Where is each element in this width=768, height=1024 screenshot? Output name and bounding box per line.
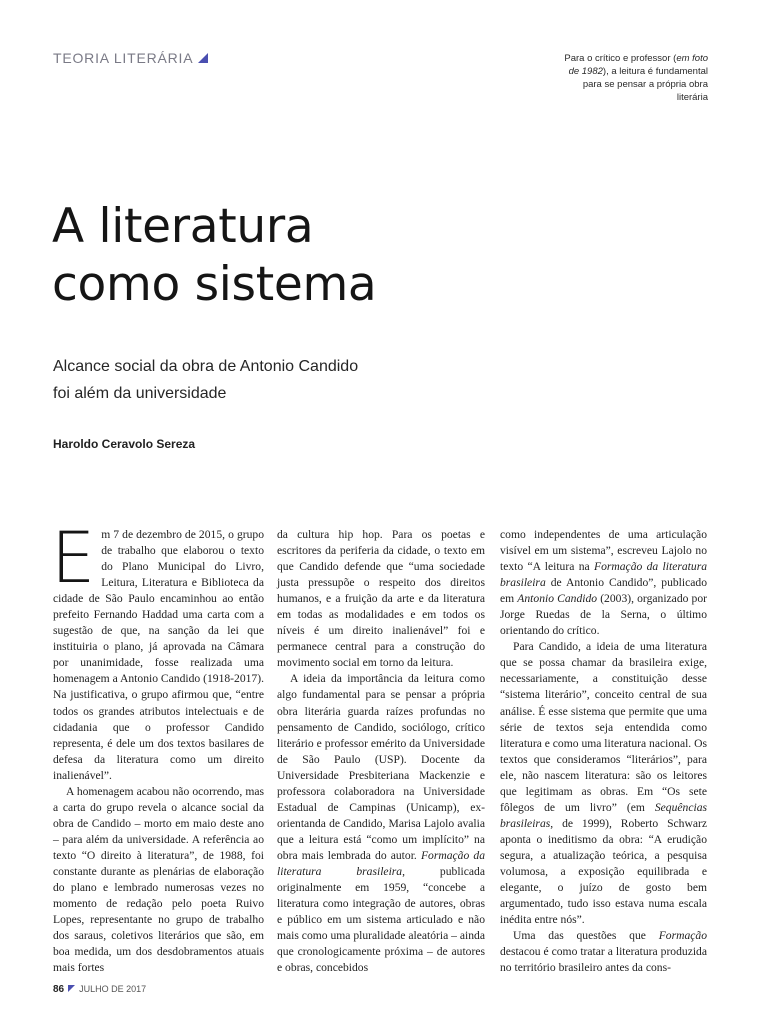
article-title bbox=[52, 198, 376, 314]
book-title-formacao: Formação da literatura brasileira bbox=[277, 848, 485, 878]
caption-text-2: ), a leitura é fundamental para se pensar a própria obra literária bbox=[582, 66, 708, 103]
drop-cap: E bbox=[51, 517, 96, 599]
title-line-2: como sistema bbox=[52, 257, 377, 312]
photo-caption bbox=[558, 52, 708, 104]
caption-text-1: Para o crítico e professor ( bbox=[564, 53, 677, 64]
footer-marker-icon bbox=[68, 985, 75, 992]
section-label bbox=[53, 50, 208, 66]
title-line-1: A literatura bbox=[52, 199, 314, 254]
paragraph-6-text-a: Para Candido, a ideia de uma literatura que se possa chamar da brasileira exige, necessariamente, a constituição desse “sistema literário”, conceito central de sua análise. É esse sistema que permite que uma série de textos seja entendida como literatura e como uma literatura nacional. Os textos que consideramos “literários”, para ele, não nascem literatura: são os leitores que legitimam as obras. Em “Os sete fôlegos de um livro” (em bbox=[500, 640, 707, 814]
paragraph-5-text-e: (2003), organizado por Jorge Ruedas de la Serna, o último orientando do crítico. bbox=[500, 592, 707, 638]
subtitle-line-2: foi além da universidade bbox=[53, 385, 227, 402]
text-column-2 bbox=[277, 527, 485, 976]
caption-text-italic: em foto de 1982 bbox=[568, 53, 708, 77]
text-column-3 bbox=[500, 527, 707, 976]
paragraph-4 bbox=[277, 671, 485, 976]
author-byline: Haroldo Ceravolo Sereza bbox=[53, 437, 196, 451]
issue-date: JULHO DE 2017 bbox=[79, 984, 147, 994]
page-number: 86 bbox=[53, 984, 65, 995]
subtitle-line-1: Alcance social da obra de Antonio Candido bbox=[53, 358, 359, 375]
text-column-1 bbox=[51, 517, 264, 976]
triangle-marker-icon bbox=[198, 53, 208, 63]
article-subtitle bbox=[53, 353, 358, 407]
paragraph-7 bbox=[500, 928, 707, 976]
paragraph-2: A homenagem acabou não ocorrendo, mas a carta do grupo revela o alcance social da obra de Candido – morto em maio deste ano – para além da universidade. A referência ao texto “O direito à literatura”, de 1988, foi constante durante as plenárias de elaboração do plano e lembrado numerosas vezes no momento de redação pelo poeta Ruivo Lopes, representante no grupo de trabalho dos saraus, coletivos literários que são, em boa medida, um dos desdobramentos atuais mais fortes bbox=[53, 784, 264, 975]
paragraph-6 bbox=[500, 639, 707, 928]
page-footer bbox=[53, 984, 146, 995]
paragraph-5-text-c: de Antonio Candido”, publicado em bbox=[500, 576, 707, 606]
paragraph-6-text-c: , de 1999), Roberto Schwarz aponta o ineditismo da obra: “A erudição segura, a atualização teórica, a pesquisa volumosa, a exposição equilibrada e elegante, o juízo de gosto bem argumentado, tudo isso estava numa escala inédita entre nós”. bbox=[500, 816, 707, 927]
paragraph-1-text: m 7 de dezembro de 2015, o grupo de trabalho que elaborou o texto do Plano Municipal do Livro, Leitura, Literatura e Biblioteca da cidade de São Paulo encaminhou ao então prefeito Fernando Haddad uma carta com a sugestão de que, na sanção da lei que instituiria o plano, já aprovada na Câmara por unanimidade, fosse realizada uma homenagem a Antonio Candido (1918-2017). Na justificativa, o grupo afirmou que, “entre todos os grandes atributos intelectuais e de cidadania que o professor Candido representa, é dele um dos textos basilares de defesa da literatura como um direito inalienável”. bbox=[53, 528, 264, 782]
paragraph-7-italic-b: Formação bbox=[658, 929, 707, 943]
paragraph-1 bbox=[51, 517, 264, 784]
paragraph-7-text-a: Uma das questões que bbox=[513, 929, 659, 943]
section-label-text: TEORIA LITERÁRIA bbox=[53, 50, 194, 66]
paragraph-5 bbox=[500, 527, 707, 639]
paragraph-5-text-a: como independentes de uma articulação visível em um sistema”, escreveu Lajolo no texto “A leitura na bbox=[500, 528, 707, 574]
paragraph-7-text-c: destacou é como tratar a literatura produzida no território brasileiro antes da cons- bbox=[500, 945, 707, 975]
paragraph-5-italic-b: Formação da literatura brasileira bbox=[500, 560, 707, 590]
paragraph-5-italic-d: Antonio Candido bbox=[517, 592, 598, 606]
paragraph-3: da cultura hip hop. Para os poetas e escritores da periferia da cidade, o texto em que Candido defende que “uma sociedade justa pressupõe o respeito dos direitos humanos, e a fruição da arte e da literatura em todas as modalidades e em todos os níveis é um direito inalienável” foi e permanece central para a construção do movimento social em torno da leitura. bbox=[277, 528, 485, 670]
paragraph-6-italic-b: Sequências brasileiras bbox=[500, 800, 707, 830]
paragraph-4-text-a: A ideia da importância da leitura como algo fundamental para se pensar a própria obra literária guarda raízes profundas no pensamento de Candido, sociólogo, crítico literário e professor emérito da Universidade de São Paulo (USP). Docente da Universidade Presbiteriana Mackenzie e professora colaboradora na Universidade Estadual de Campinas (Unicamp), ex-orientanda de Candido, Marisa Lajolo avalia que a leitura está “como um implícito” na obra mais lembrada do autor. bbox=[277, 672, 485, 862]
paragraph-4-text-c: , publicada originalmente em 1959, “concebe a literatura como integração de autores, obras e público em um sistema articulado e não mais como uma pluralidade aleatória – ainda que cronologicamente próxima – de autores e obras, concebidos bbox=[277, 864, 485, 975]
